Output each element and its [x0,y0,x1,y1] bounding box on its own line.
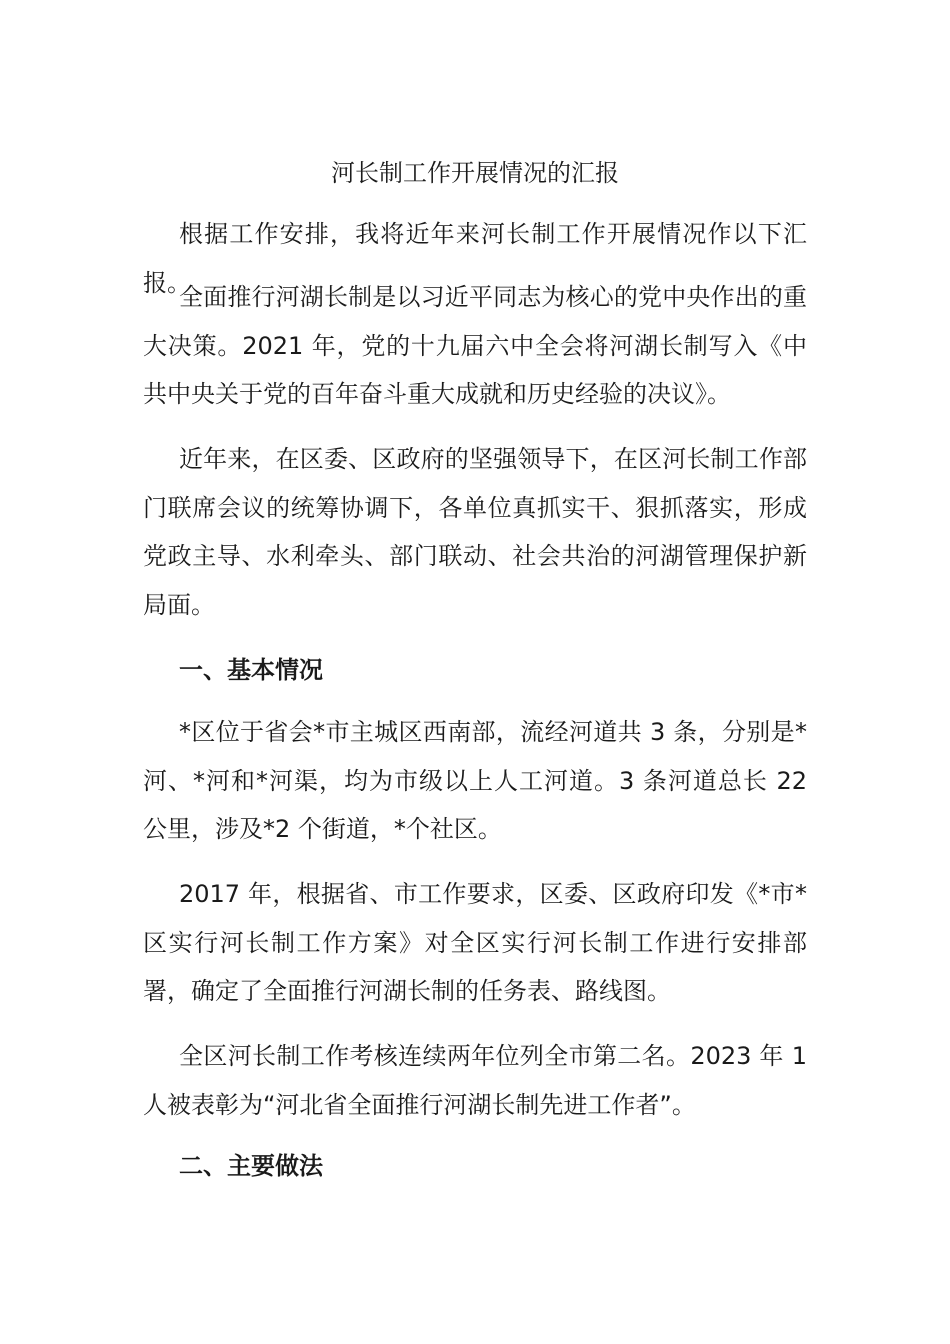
plan-paragraph: 2017 年，根据省、市工作要求，区委、区政府印发《*市*区实行河长制工作方案》对全区实行河长制工作进行安排部署，确定了全面推行河湖长制的任务表、路线图。 [143,880,807,1005]
background-paragraph: 全面推行河湖长制是以习近平同志为核心的党中央作出的重大决策。2021 年，党的十九届六中全会将河湖长制写入《中共中央关于党的百年奋斗重大成就和历史经验的决议》。 [143,283,807,408]
section-heading-main-practices: 二、主要做法 [179,1152,323,1180]
section-heading-basic-situation: 一、基本情况 [179,656,323,684]
document-title: 河长制工作开展情况的汇报 [331,159,619,187]
intro-paragraph: 根据工作安排，我将近年来河长制工作开展情况作以下汇报。 [143,220,807,297]
assessment-paragraph: 全区河长制工作考核连续两年位列全市第二名。2023 年 1 人被表彰为“河北省全面推行河湖长制先进工作者”。 [143,1042,807,1119]
river-info-paragraph: *区位于省会*市主城区西南部，流经河道共 3 条，分别是*河、*河和*河渠，均为市级以上人工河道。3 条河道总长 22 公里，涉及*2 个街道，*个社区。 [143,718,807,843]
overview-paragraph: 近年来，在区委、区政府的坚强领导下，在区河长制工作部门联席会议的统筹协调下，各单位真抓实干、狠抓落实，形成党政主导、水利牵头、部门联动、社会共治的河湖管理保护新局面。 [143,445,807,619]
